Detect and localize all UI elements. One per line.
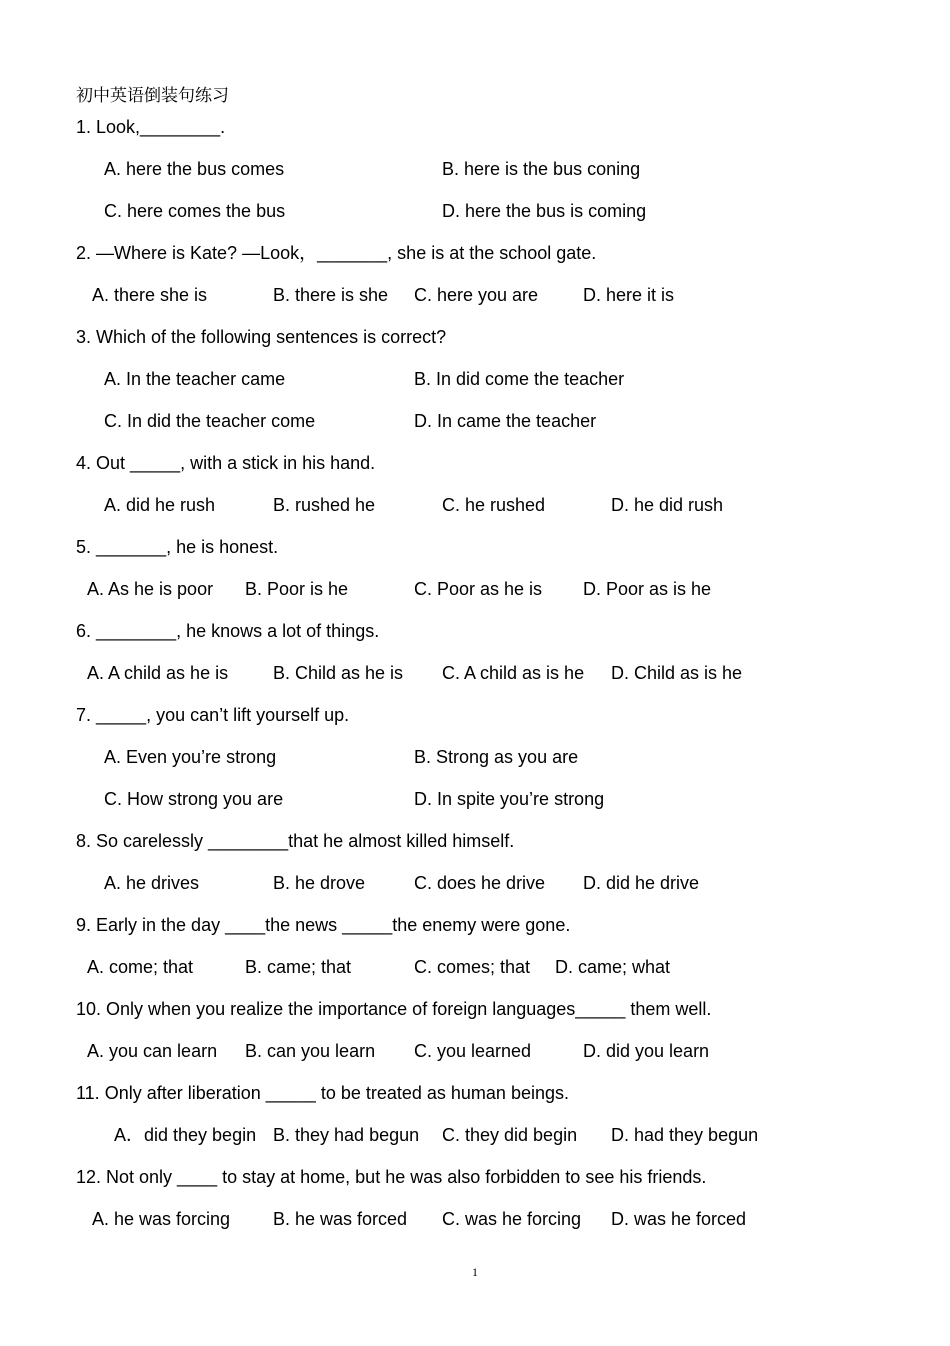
question-stem: 1. Look,________. [76,117,226,137]
option-c: C. here comes the bus [104,201,286,221]
option-d: D. did you learn [583,1041,710,1061]
question-9 [0,912,950,938]
option-c: C. you learned [414,1041,532,1061]
options-row [0,786,950,812]
option-d: D. came; what [555,957,671,977]
options-row [0,576,950,602]
option-b: B. he drove [273,873,366,893]
page-number: 1 [472,1265,478,1279]
option-d: D. Poor as is he [583,579,712,599]
question-stem: 11. Only after liberation _____ to be treated as human beings. [76,1083,569,1103]
option-a: A. he was forcing [92,1209,231,1229]
question-stem: 9. Early in the day ____the news _____the enemy were gone. [76,915,571,935]
option-c: C. A child as is he [442,663,585,683]
option-d: D. Child as is he [611,663,743,683]
option-a: A. A child as he is [87,663,229,683]
question-10 [0,996,950,1022]
options-row [0,744,950,770]
option-a: A. there she is [92,285,208,305]
option-d: D. he did rush [611,495,724,515]
option-d: D. here it is [583,285,675,305]
options-row [0,408,950,434]
option-a: A. As he is poor [87,579,214,599]
option-b: B. they had begun [273,1125,420,1145]
option-c: C. In did the teacher come [104,411,316,431]
page-title: 初中英语倒装句练习 [76,86,229,106]
options-row [0,1206,950,1232]
question-12 [0,1164,950,1190]
question-11 [0,1080,950,1106]
option-d: D. had they begun [611,1125,759,1145]
option-b: B. there is she [273,285,389,305]
option-b: B. Child as he is [273,663,404,683]
question-8 [0,828,950,854]
options-row [0,660,950,686]
option-c: C. here you are [414,285,539,305]
option-a: A. In the teacher came [104,369,286,389]
options-row [0,492,950,518]
question-stem: 5. _______, he is honest. [76,537,279,557]
option-c: C. How strong you are [104,789,284,809]
option-a: A. you can learn [87,1041,218,1061]
question-4 [0,450,950,476]
option-b: B. rushed he [273,495,376,515]
option-b: B. he was forced [273,1209,408,1229]
option-c: C. he rushed [442,495,546,515]
option-a: A．did they begin [114,1125,257,1145]
options-row [0,1038,950,1064]
option-c: C. Poor as he is [414,579,543,599]
question-1 [0,114,950,140]
option-a: A. he drives [104,873,200,893]
option-b: B. can you learn [245,1041,376,1061]
question-stem: 6. ________, he knows a lot of things. [76,621,380,641]
options-row [0,156,950,182]
options-row [0,198,950,224]
option-c: C. was he forcing [442,1209,582,1229]
question-stem: 7. _____, you can’t lift yourself up. [76,705,350,725]
question-3 [0,324,950,350]
options-row [0,282,950,308]
option-c: C. comes; that [414,957,531,977]
options-row [0,1122,950,1148]
option-d: D. was he forced [611,1209,747,1229]
option-b: B. came; that [245,957,352,977]
question-6 [0,618,950,644]
option-b: B. Poor is he [245,579,349,599]
question-stem: 8. So carelessly ________that he almost killed himself. [76,831,515,851]
question-stem: 4. Out _____, with a stick in his hand. [76,453,376,473]
option-d: D. In came the teacher [414,411,597,431]
options-row [0,954,950,980]
question-stem: 12. Not only ____ to stay at home, but he was also forbidden to see his friends. [76,1167,707,1187]
option-a: A. Even you’re strong [104,747,277,767]
question-stem: 2. —Where is Kate? —Look，_______, she is at the school gate. [76,243,597,263]
question-2 [0,240,950,266]
option-b: B. In did come the teacher [414,369,625,389]
option-c: C. they did begin [442,1125,578,1145]
option-d: D. did he drive [583,873,700,893]
options-row [0,366,950,392]
option-b: B. here is the bus coning [442,159,641,179]
question-5 [0,534,950,560]
options-row [0,870,950,896]
option-a: A. did he rush [104,495,216,515]
option-c: C. does he drive [414,873,546,893]
question-stem: 3. Which of the following sentences is correct? [76,327,447,347]
option-d: D. here the bus is coming [442,201,647,221]
option-a: A. come; that [87,957,194,977]
option-d: D. In spite you’re strong [414,789,605,809]
option-b: B. Strong as you are [414,747,579,767]
question-stem: 10. Only when you realize the importance of foreign languages_____ them well. [76,999,712,1019]
option-a: A. here the bus comes [104,159,285,179]
question-7 [0,702,950,728]
